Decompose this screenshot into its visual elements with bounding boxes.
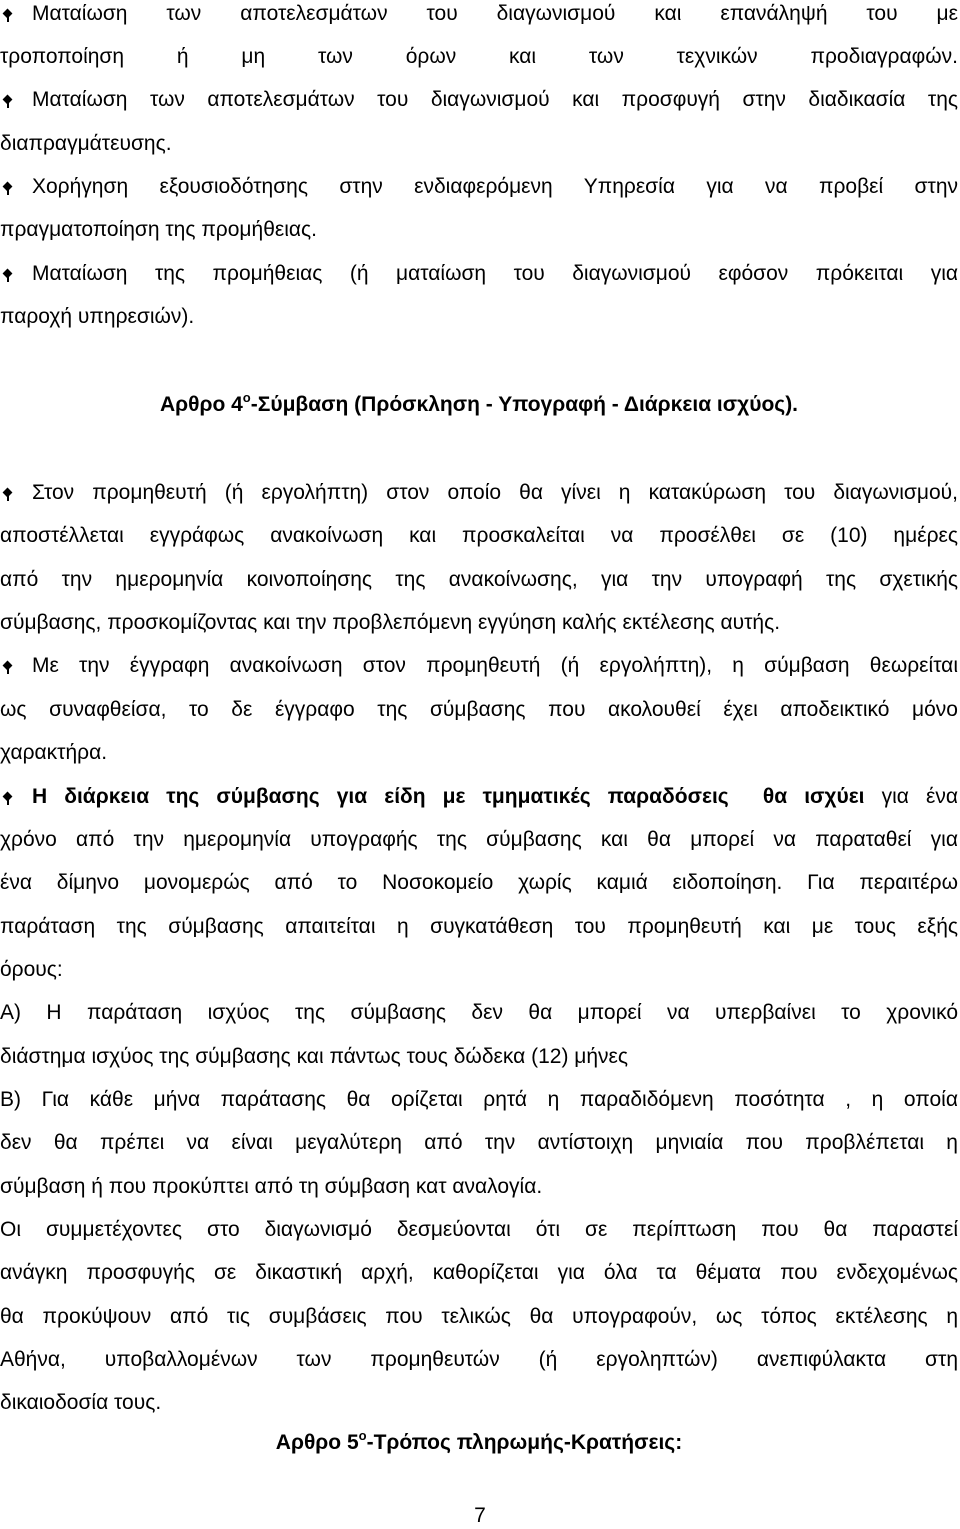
diamond-bullet-icon	[3, 661, 13, 671]
diamond-bullet-icon	[3, 9, 13, 19]
paragraph-line: θα προκύψουν από τις συμβάσεις που τελικώς θα υπογραφούν, ως τόπος εκτέλεσης η	[0, 1305, 958, 1328]
paragraph-line: παράταση της σύμβασης απαιτείται η συγκατάθεση του προμηθευτή και με τους εξής	[0, 915, 958, 938]
bullet-item: Ματαίωση των αποτελεσμάτων του διαγωνισμού και επανάληψή του με	[0, 1, 958, 27]
paragraph-bullet: Στον προμηθευτή (ή εργολήπτη) στον οποίο θα γίνει η κατακύρωση του διαγωνισμού,	[0, 480, 958, 506]
paragraph-line: δεν θα πρέπει να είναι μεγαλύτερη από την αντίστοιχη μηνιαία που προβλέπεται η	[0, 1131, 958, 1154]
diamond-bullet-icon	[3, 95, 13, 105]
paragraph-line: Οι συμμετέχοντες στο διαγωνισμό δεσμεύονται ότι σε περίπτωση που θα παραστεί	[0, 1218, 958, 1241]
bullet-item-continuation: τροποποίηση ή μη των όρων και των τεχνικών προδιαγραφών.	[0, 45, 958, 68]
diamond-bullet-icon	[3, 792, 13, 802]
bullet-item-continuation: παροχή υπηρεσιών).	[0, 305, 195, 328]
paragraph-line: δικαιοδοσία τους.	[0, 1391, 162, 1414]
paragraph-line: σύμβασης, προσκομίζοντας και την προβλεπόμενη εγγύηση καλής εκτέλεσης αυτής.	[0, 611, 781, 634]
paragraph-bullet: Με την έγγραφη ανακοίνωση στον προμηθευτή (ή εργολήπτη), η σύμβαση θεωρείται	[0, 653, 958, 679]
paragraph-line: Α) Η παράταση ισχύος της σύμβασης δεν θα μπορεί να υπερβαίνει το χρονικό	[0, 1001, 958, 1024]
paragraph-line: αποστέλλεται εγγράφως ανακοίνωση και προσκαλείται να προσέλθει σε (10) ημέρες	[0, 524, 958, 547]
diamond-bullet-icon	[3, 269, 13, 279]
bullet-item: Χορήγηση εξουσιοδότησης στην ενδιαφερόμενη Υπηρεσία για να προβεί στην	[0, 174, 958, 200]
bullet-item-continuation: διαπραγμάτευσης.	[0, 132, 172, 155]
bullet-item-continuation: πραγματοποίηση της προμήθειας.	[0, 218, 318, 241]
paragraph-bullet: Η διάρκεια της σύμβασης για είδη με τμηματικές παραδόσεις θα ισχύει για ένα	[0, 784, 958, 810]
paragraph-line: Β) Για κάθε μήνα παράτασης θα ορίζεται ρητά η παραδιδόμενη ποσότητα , η οποία	[0, 1088, 958, 1111]
paragraph-line: ως συναφθείσα, το δε έγγραφο της σύμβασης που ακολουθεί έχει αποδεικτικό μόνο	[0, 698, 958, 721]
page-number: 7	[474, 1504, 486, 1527]
paragraph-line: όρους:	[0, 958, 63, 981]
paragraph-line: Αθήνα, υποβαλλομένων των προμηθευτών (ή εργοληπτών) ανεπιφύλακτα στη	[0, 1348, 958, 1371]
article-4-heading: Αρθρο $4^o$-Σύμβαση (Πρόσκληση - Υπογραφή - Διάρκεια ισχύος).	[159, 390, 799, 416]
paragraph-line: ανάγκη προσφυγής σε δικαστική αρχή, καθορίζεται για όλα τα θέματα που ενδεχομένως	[0, 1261, 958, 1284]
bullet-item: Ματαίωση των αποτελεσμάτων του διαγωνισμού και προσφυγή στην διαδικασία της	[0, 87, 958, 113]
bullet-item: Ματαίωση της προμήθειας (ή ματαίωση του διαγωνισμού εφόσον πρόκειται για	[0, 261, 958, 287]
paragraph-line: χαρακτήρα.	[0, 741, 108, 764]
paragraph-line: διάστημα ισχύος της σύμβασης και πάντως τους δώδεκα (12) μήνες	[0, 1045, 629, 1068]
paragraph-line: σύμβαση ή που προκύπτει από τη σύμβαση κατ αναλογία.	[0, 1175, 543, 1198]
paragraph-line: χρόνο από την ημερομηνία υπογραφής της σύμβασης και θα μπορεί να παραταθεί για	[0, 828, 958, 851]
paragraph-line: από την ημερομηνία κοινοποίησης της ανακοίνωσης, για την υπογραφή της σχετικής	[0, 568, 958, 591]
diamond-bullet-icon	[3, 488, 13, 498]
article-5-heading: Αρθρο $5^o$-Τρόπος πληρωμής-Κρατήσεις:	[275, 1428, 683, 1454]
paragraph-line: ένα δίμηνο μονομερώς από το Νοσοκομείο χωρίς καμιά ειδοποίηση. Για περαιτέρω	[0, 871, 958, 894]
diamond-bullet-icon	[3, 182, 13, 192]
